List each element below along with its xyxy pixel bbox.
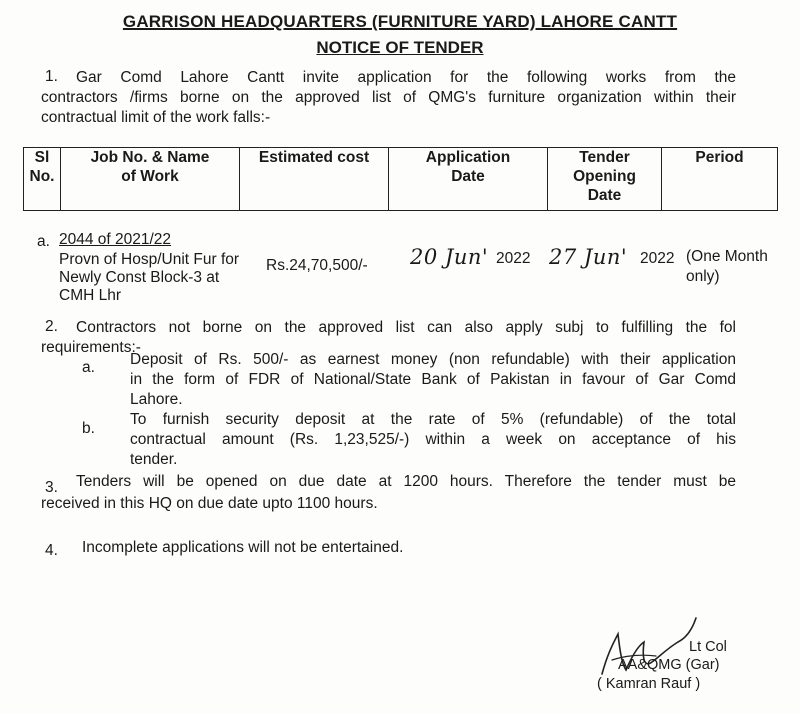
notice-heading: GARRISON HEADQUARTERS (FURNITURE YARD) LAHORE CANTT [122,12,678,31]
col-period-label: Period [695,149,744,166]
col-job-name [61,148,240,211]
row-work-line1: Provn of Hosp/Unit Fur for [59,251,240,268]
row-period-line2: only) [686,268,720,285]
para2-b-line2: contractual amount (Rs. 1,23,525/-) within a week on acceptance of his [130,431,736,448]
row-period-line1: (One Month [686,248,768,265]
para1-line1: Gar Comd Lahore Cantt invite application for the following works from the [76,69,736,86]
para1-line3: contractual limit of the work falls:- [41,109,271,126]
para4-number: 4. [45,542,58,559]
para2-number: 2. [45,318,58,335]
table-header-row [24,148,778,211]
row-application-date-handwritten: 20 Jun' [410,245,489,269]
col-sl-no [24,148,61,211]
col-tender-opening-line1: Tender [579,149,630,166]
para2-a-line3: Lahore. [130,391,183,408]
para2-a-label: a. [82,359,95,376]
para2-line2: requirements:- [41,339,141,356]
para1-number: 1. [45,68,58,85]
col-tender-opening-line3: Date [587,187,622,204]
para3-number: 3. [45,479,58,496]
signatory-appointment: AA&QMG (Gar) [618,657,720,673]
col-estimated-cost-label: Estimated cost [258,149,370,166]
col-application-date-line2: Date [451,168,485,185]
para2-b-line3: tender. [130,451,178,468]
notice-subtitle: NOTICE OF TENDER [316,38,484,57]
row-application-year: 2022 [496,250,531,267]
row-work-line3: CMH Lhr [59,287,122,304]
para2-line1: Contractors not borne on the approved list can also apply subj to fulfilling the fol [76,319,736,336]
para2-a-line2: in the form of FDR of National/State Bank of Pakistan in favour of Gar Comd [130,371,736,388]
para2-a-line1: Deposit of Rs. 500/- as earnest money (non refundable) with their application [130,351,736,368]
signatory-name: ( Kamran Rauf ) [597,676,701,692]
col-tender-opening-date [548,148,662,211]
tender-table [23,147,778,211]
col-period [662,148,778,211]
col-job-name-line2: of Work [121,168,179,185]
col-sl-no-line1: Sl [34,149,50,166]
signatory-rank: Lt Col [689,639,727,655]
para1-line2: contractors /firms borne on the approved list of QMG's furniture organization within their [41,89,736,106]
row-opening-date-handwritten: 27 Jun' [549,245,628,269]
para3-line1: Tenders will be opened on due date at 1200 hours. Therefore the tender must be [76,473,736,490]
col-tender-opening-line2: Opening [573,168,636,185]
para2-b-line1: To furnish security deposit at the rate of 5% (refundable) of the total [130,411,736,428]
para3-line2: received in this HQ on due date upto 1100 hours. [41,495,378,512]
row-job-number: 2044 of 2021/22 [59,231,172,248]
col-application-date-line1: Application [425,149,511,166]
col-job-name-line1: Job No. & Name [90,149,210,166]
col-application-date [389,148,548,211]
col-sl-no-line2: No. [29,168,55,185]
row-work-line2: Newly Const Block-3 at [59,269,220,286]
row-opening-year: 2022 [640,250,675,267]
para4-line1: Incomplete applications will not be entertained. [82,539,404,556]
row-label: a. [37,233,50,250]
col-estimated-cost [240,148,389,211]
para2-b-label: b. [82,420,95,437]
row-estimated-cost: Rs.24,70,500/- [266,257,368,274]
